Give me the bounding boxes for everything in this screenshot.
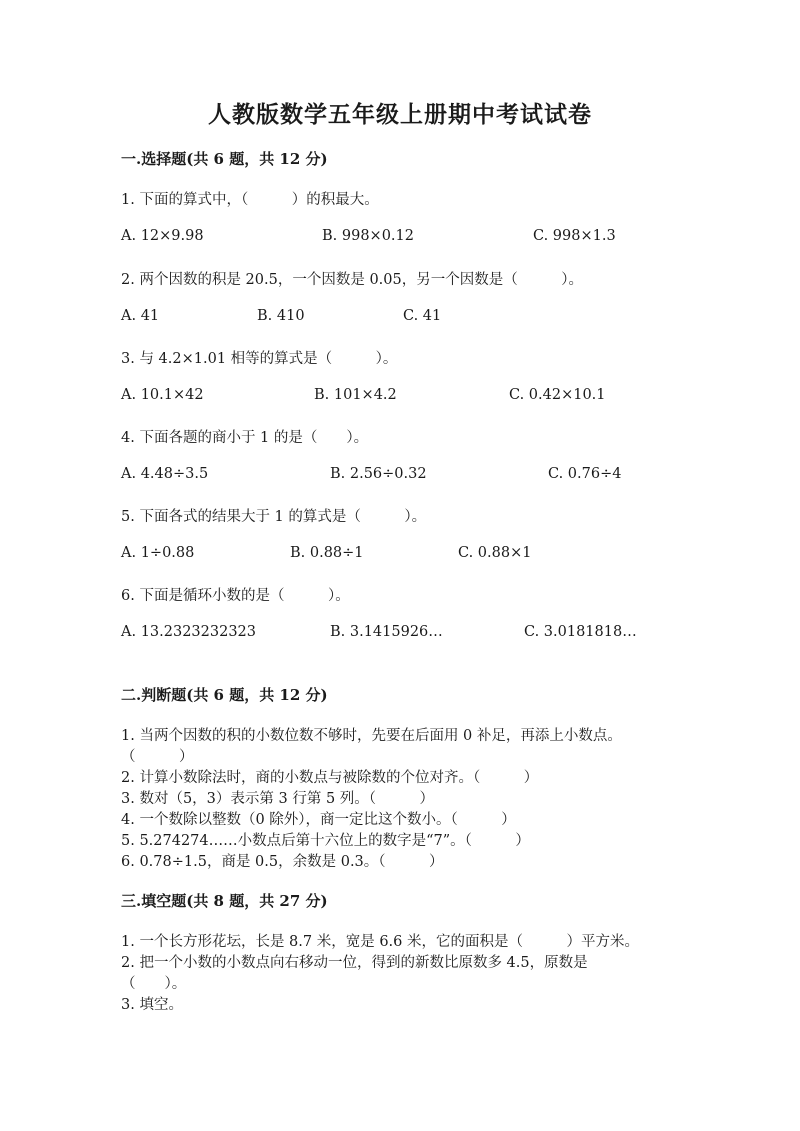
question-3-option-c: C. 0.42×10.1: [509, 387, 606, 403]
question-2-option-a: A. 41: [121, 308, 160, 324]
judgement-line: 5. 5.274274……小数点后第十六位上的数字是“7”。（ ）: [121, 833, 530, 849]
question-6-option-a: A. 13.2323232323: [121, 624, 257, 640]
question-2-option-b: B. 410: [257, 308, 305, 324]
question-4-option-a: A. 4.48÷3.5: [121, 466, 209, 482]
question-6-option-b: B. 3.1415926…: [330, 624, 443, 640]
question-5-option-b: B. 0.88÷1: [290, 545, 364, 561]
judgement-line: 3. 数对（5，3）表示第 3 行第 5 列。（ ）: [121, 791, 435, 807]
judgement-line: 4. 一个数除以整数（0 除外），商一定比这个数小。（ ）: [121, 812, 516, 828]
question-1-option-c: C. 998×1.3: [533, 228, 616, 244]
question-5-option-a: A. 1÷0.88: [121, 545, 195, 561]
fill-blank-line: 1. 一个长方形花坛，长是 8.7 米，宽是 6.6 米，它的面积是（ ）平方米。: [121, 934, 639, 950]
question-1-option-b: B. 998×0.12: [322, 228, 414, 244]
question-5-text: 5. 下面各式的结果大于 1 的算式是（ ）。: [121, 509, 427, 525]
fill-blank-line: （ ）。: [121, 976, 187, 992]
question-4-option-b: B. 2.56÷0.32: [330, 466, 427, 482]
question-4-text: 4. 下面各题的商小于 1 的是（ ）。: [121, 430, 369, 446]
question-6-option-c: C. 3.0181818…: [524, 624, 637, 640]
question-1-text: 1. 下面的算式中，（ ）的积最大。: [121, 192, 379, 208]
question-5-option-c: C. 0.88×1: [458, 545, 532, 561]
question-6-text: 6. 下面是循环小数的是（ ）。: [121, 588, 350, 604]
question-3-text: 3. 与 4.2×1.01 相等的算式是（ ）。: [121, 351, 398, 367]
judgement-line: 2. 计算小数除法时，商的小数点与被除数的个位对齐。（ ）: [121, 770, 539, 786]
question-2-option-c: C. 41: [403, 308, 442, 324]
fill-blank-line: 3. 填空。: [121, 997, 183, 1013]
question-2-text: 2. 两个因数的积是 20.5，一个因数是 0.05，另一个因数是（ ）。: [121, 272, 583, 288]
question-1-option-a: A. 12×9.98: [121, 228, 204, 244]
section-heading-choice: 一.选择题(共 6 题，共 12 分): [121, 150, 328, 168]
section-heading-judgement: 二.判断题(共 6 题，共 12 分): [121, 686, 328, 704]
question-3-option-a: A. 10.1×42: [121, 387, 204, 403]
section-heading-fill-blank: 三.填空题(共 8 题，共 27 分): [121, 892, 328, 910]
fill-blank-line: 2. 把一个小数的小数点向右移动一位，得到的新数比原数多 4.5，原数是: [121, 955, 588, 971]
exam-title: 人教版数学五年级上册期中考试试卷: [208, 101, 592, 128]
judgement-line: 6. 0.78÷1.5，商是 0.5，余数是 0.3。（ ）: [121, 854, 444, 870]
judgement-line: （ ）: [121, 749, 194, 765]
question-4-option-c: C. 0.76÷4: [548, 466, 622, 482]
judgement-line: 1. 当两个因数的积的小数位数不够时，先要在后面用 0 补足，再添上小数点。: [121, 728, 622, 744]
question-3-option-b: B. 101×4.2: [314, 387, 397, 403]
